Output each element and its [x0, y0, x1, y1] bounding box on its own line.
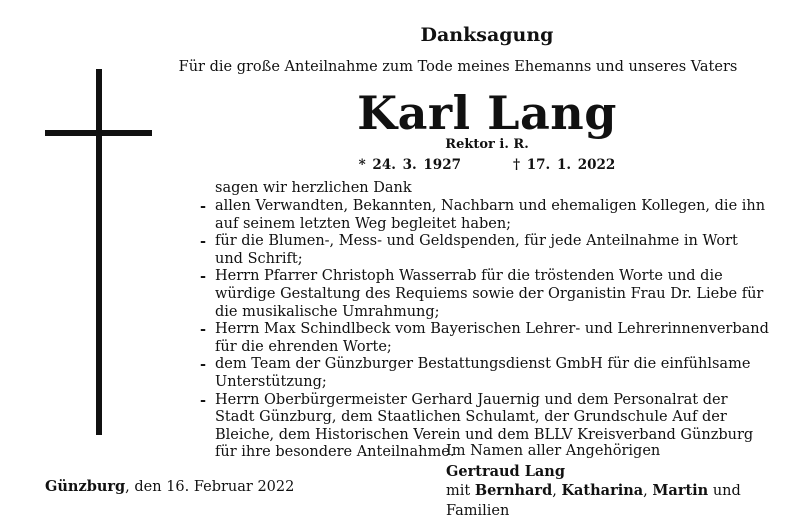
bullet-dash: - — [200, 321, 207, 339]
thanks-lead: sagen wir herzlichen Dank — [215, 180, 412, 196]
thanks-list — [200, 198, 770, 462]
life-dates — [0, 157, 800, 173]
bullet-dash: - — [200, 198, 207, 215]
child-name: Bernhard — [474, 482, 553, 499]
deceased-name: Karl Lang — [357, 86, 617, 140]
intro-text: Für die große Anteilnahme zum Tode meines Ehemanns und unseres Vaters — [178, 59, 738, 75]
thanks-item: - dem Team der Günzburger Bestattungsdienst GmbH für die einfühlsame Unterstützung; — [200, 356, 751, 390]
death-date: † 17. 1. 2022 — [513, 157, 616, 173]
signer-name: Gertraud Lang — [446, 462, 565, 480]
closing-block — [446, 442, 800, 521]
child-name: Martin — [652, 482, 709, 499]
child-name: Katharina — [561, 482, 644, 499]
thanks-item: - Herrn Oberbürgermeister Gerhard Jauernig und dem Personalrat der Stadt Günzburg, dem Staatlichen Schulamt, der Grundschule Auf der Bleiche, dem Historischen Verein und dem BLLV Kreisverband Günzburg für ihre besondere Anteilnahme. — [200, 391, 754, 461]
place-city: Günzburg — [45, 478, 126, 495]
thanks-item: - allen Verwandten, Bekannten, Nachbarn und ehemaligen Kollegen, die ihn auf seinem letzten Weg begleitet haben; — [200, 198, 766, 232]
bullet-dash: - — [200, 268, 207, 286]
place-date — [45, 478, 294, 495]
bullet-dash: - — [200, 391, 207, 409]
closing-line: Im Namen aller Angehörigen — [446, 443, 661, 459]
birth-date: * 24. 3. 1927 — [358, 157, 461, 173]
notice-date: , den 16. Februar 2022 — [125, 479, 295, 495]
thanks-item: - Herrn Max Schindlbeck vom Bayerischen Lehrer- und Lehrerinnenverband für die ehrenden Worte; — [200, 321, 769, 355]
bullet-dash: - — [200, 233, 207, 251]
family-line: mit Bernhard, Katharina, Martin und Familien — [446, 482, 741, 519]
deceased-title: Rektor i. R. — [445, 137, 529, 152]
thanks-item: - für die Blumen-, Mess- und Geldspenden, für jede Anteilnahme in Wort und Schrift; — [200, 233, 738, 267]
bullet-dash: - — [200, 356, 207, 374]
thanks-item: - Herrn Pfarrer Christoph Wasserrab für die tröstenden Worte und die würdige Gestaltung des Requiems sowie der Organistin Frau Dr. Liebe für die musikalische Umrahmung; — [200, 268, 764, 320]
heading: Danksagung — [420, 24, 554, 46]
